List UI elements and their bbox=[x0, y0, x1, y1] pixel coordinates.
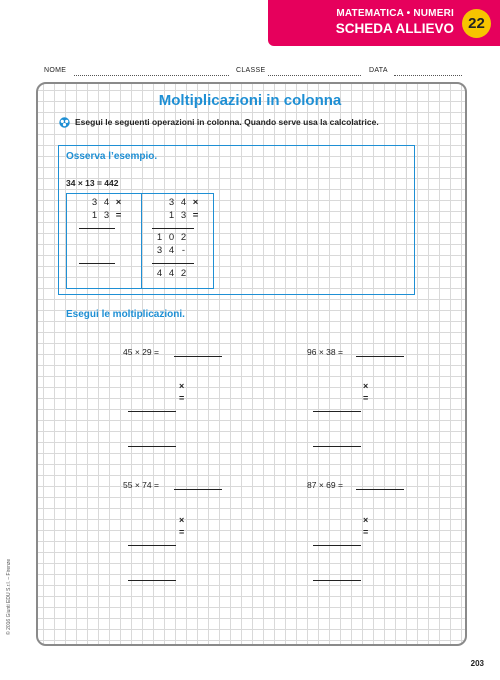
example-total-line bbox=[152, 228, 194, 229]
exercise-times-sign: × bbox=[179, 515, 185, 525]
exercise-column-line[interactable] bbox=[313, 446, 361, 447]
example-equals-sign: = bbox=[192, 210, 199, 221]
exercise-answer-line[interactable] bbox=[356, 489, 404, 490]
example-digit: 4 bbox=[103, 197, 110, 208]
example-digit: 1 bbox=[91, 210, 98, 221]
exercise-equals-sign: = bbox=[179, 393, 185, 403]
nome-field[interactable] bbox=[74, 75, 229, 76]
example-digit: 1 bbox=[168, 210, 175, 221]
example-times-sign: × bbox=[192, 197, 199, 208]
classe-field[interactable] bbox=[268, 75, 361, 76]
example-digit: 4 bbox=[168, 268, 175, 279]
page-number: 203 bbox=[470, 659, 484, 668]
exercise-equals-sign: = bbox=[363, 393, 369, 403]
copyright-text: © 2016 Giunti EDU S.r.l. – Firenze bbox=[6, 558, 12, 635]
flower-icon bbox=[58, 117, 71, 128]
example-digit: 1 bbox=[156, 232, 163, 243]
classe-label: CLASSE bbox=[236, 67, 266, 74]
exercise-column-line[interactable] bbox=[313, 411, 361, 412]
exercise-times-sign: × bbox=[179, 381, 185, 391]
exercises-heading: Esegui le moltiplicazioni. bbox=[66, 309, 185, 320]
example-total-line bbox=[152, 263, 194, 264]
exercise-column-line[interactable] bbox=[128, 446, 176, 447]
example-digit: 2 bbox=[180, 232, 187, 243]
exercise-times-sign: × bbox=[363, 381, 369, 391]
exercise-column-line[interactable] bbox=[313, 545, 361, 546]
instruction-text: Esegui le seguenti operazioni in colonna. Quando serve usa la calcolatrice. bbox=[75, 117, 379, 127]
data-field[interactable] bbox=[394, 75, 462, 76]
exercise-answer-line[interactable] bbox=[174, 489, 222, 490]
example-digit: 3 bbox=[103, 210, 110, 221]
example-digit: 3 bbox=[168, 197, 175, 208]
example-digit: 0 bbox=[168, 232, 175, 243]
header-banner bbox=[268, 0, 500, 46]
exercise-equals-sign: = bbox=[363, 527, 369, 537]
example-digit: 2 bbox=[180, 268, 187, 279]
example-divider bbox=[141, 193, 142, 289]
example-answer-line bbox=[79, 228, 115, 229]
example-heading: Osserva l’esempio. bbox=[66, 151, 158, 162]
example-digit: 3 bbox=[91, 197, 98, 208]
example-times-sign: × bbox=[115, 197, 122, 208]
exercise-answer-line[interactable] bbox=[356, 356, 404, 357]
sheet-title: SCHEDA ALLIEVO bbox=[335, 21, 454, 36]
example-answer-line bbox=[79, 263, 115, 264]
example-digit: 4 bbox=[180, 197, 187, 208]
example-equals-sign: = bbox=[115, 210, 122, 221]
nome-label: NOME bbox=[44, 67, 67, 74]
page-title: Moltiplicazioni in colonna bbox=[158, 92, 342, 109]
subject-label: MATEMATICA • NUMERI bbox=[336, 8, 454, 19]
exercise-equation: 96 × 38 = bbox=[307, 347, 343, 357]
data-label: DATA bbox=[369, 67, 388, 74]
exercise-column-line[interactable] bbox=[128, 411, 176, 412]
example-digit: - bbox=[181, 245, 186, 256]
exercise-times-sign: × bbox=[363, 515, 369, 525]
sheet-number-badge: 22 bbox=[462, 9, 491, 38]
exercise-column-line[interactable] bbox=[128, 580, 176, 581]
example-digit: 3 bbox=[156, 245, 163, 256]
example-digit: 4 bbox=[168, 245, 175, 256]
exercise-equals-sign: = bbox=[179, 527, 185, 537]
exercise-equation: 87 × 69 = bbox=[307, 480, 343, 490]
exercise-column-line[interactable] bbox=[313, 580, 361, 581]
exercise-equation: 55 × 74 = bbox=[123, 480, 159, 490]
exercise-answer-line[interactable] bbox=[174, 356, 222, 357]
exercise-equation: 45 × 29 = bbox=[123, 347, 159, 357]
example-digit: 4 bbox=[156, 268, 163, 279]
example-digit: 3 bbox=[180, 210, 187, 221]
example-equation: 34 × 13 = 442 bbox=[66, 178, 119, 188]
exercise-column-line[interactable] bbox=[128, 545, 176, 546]
